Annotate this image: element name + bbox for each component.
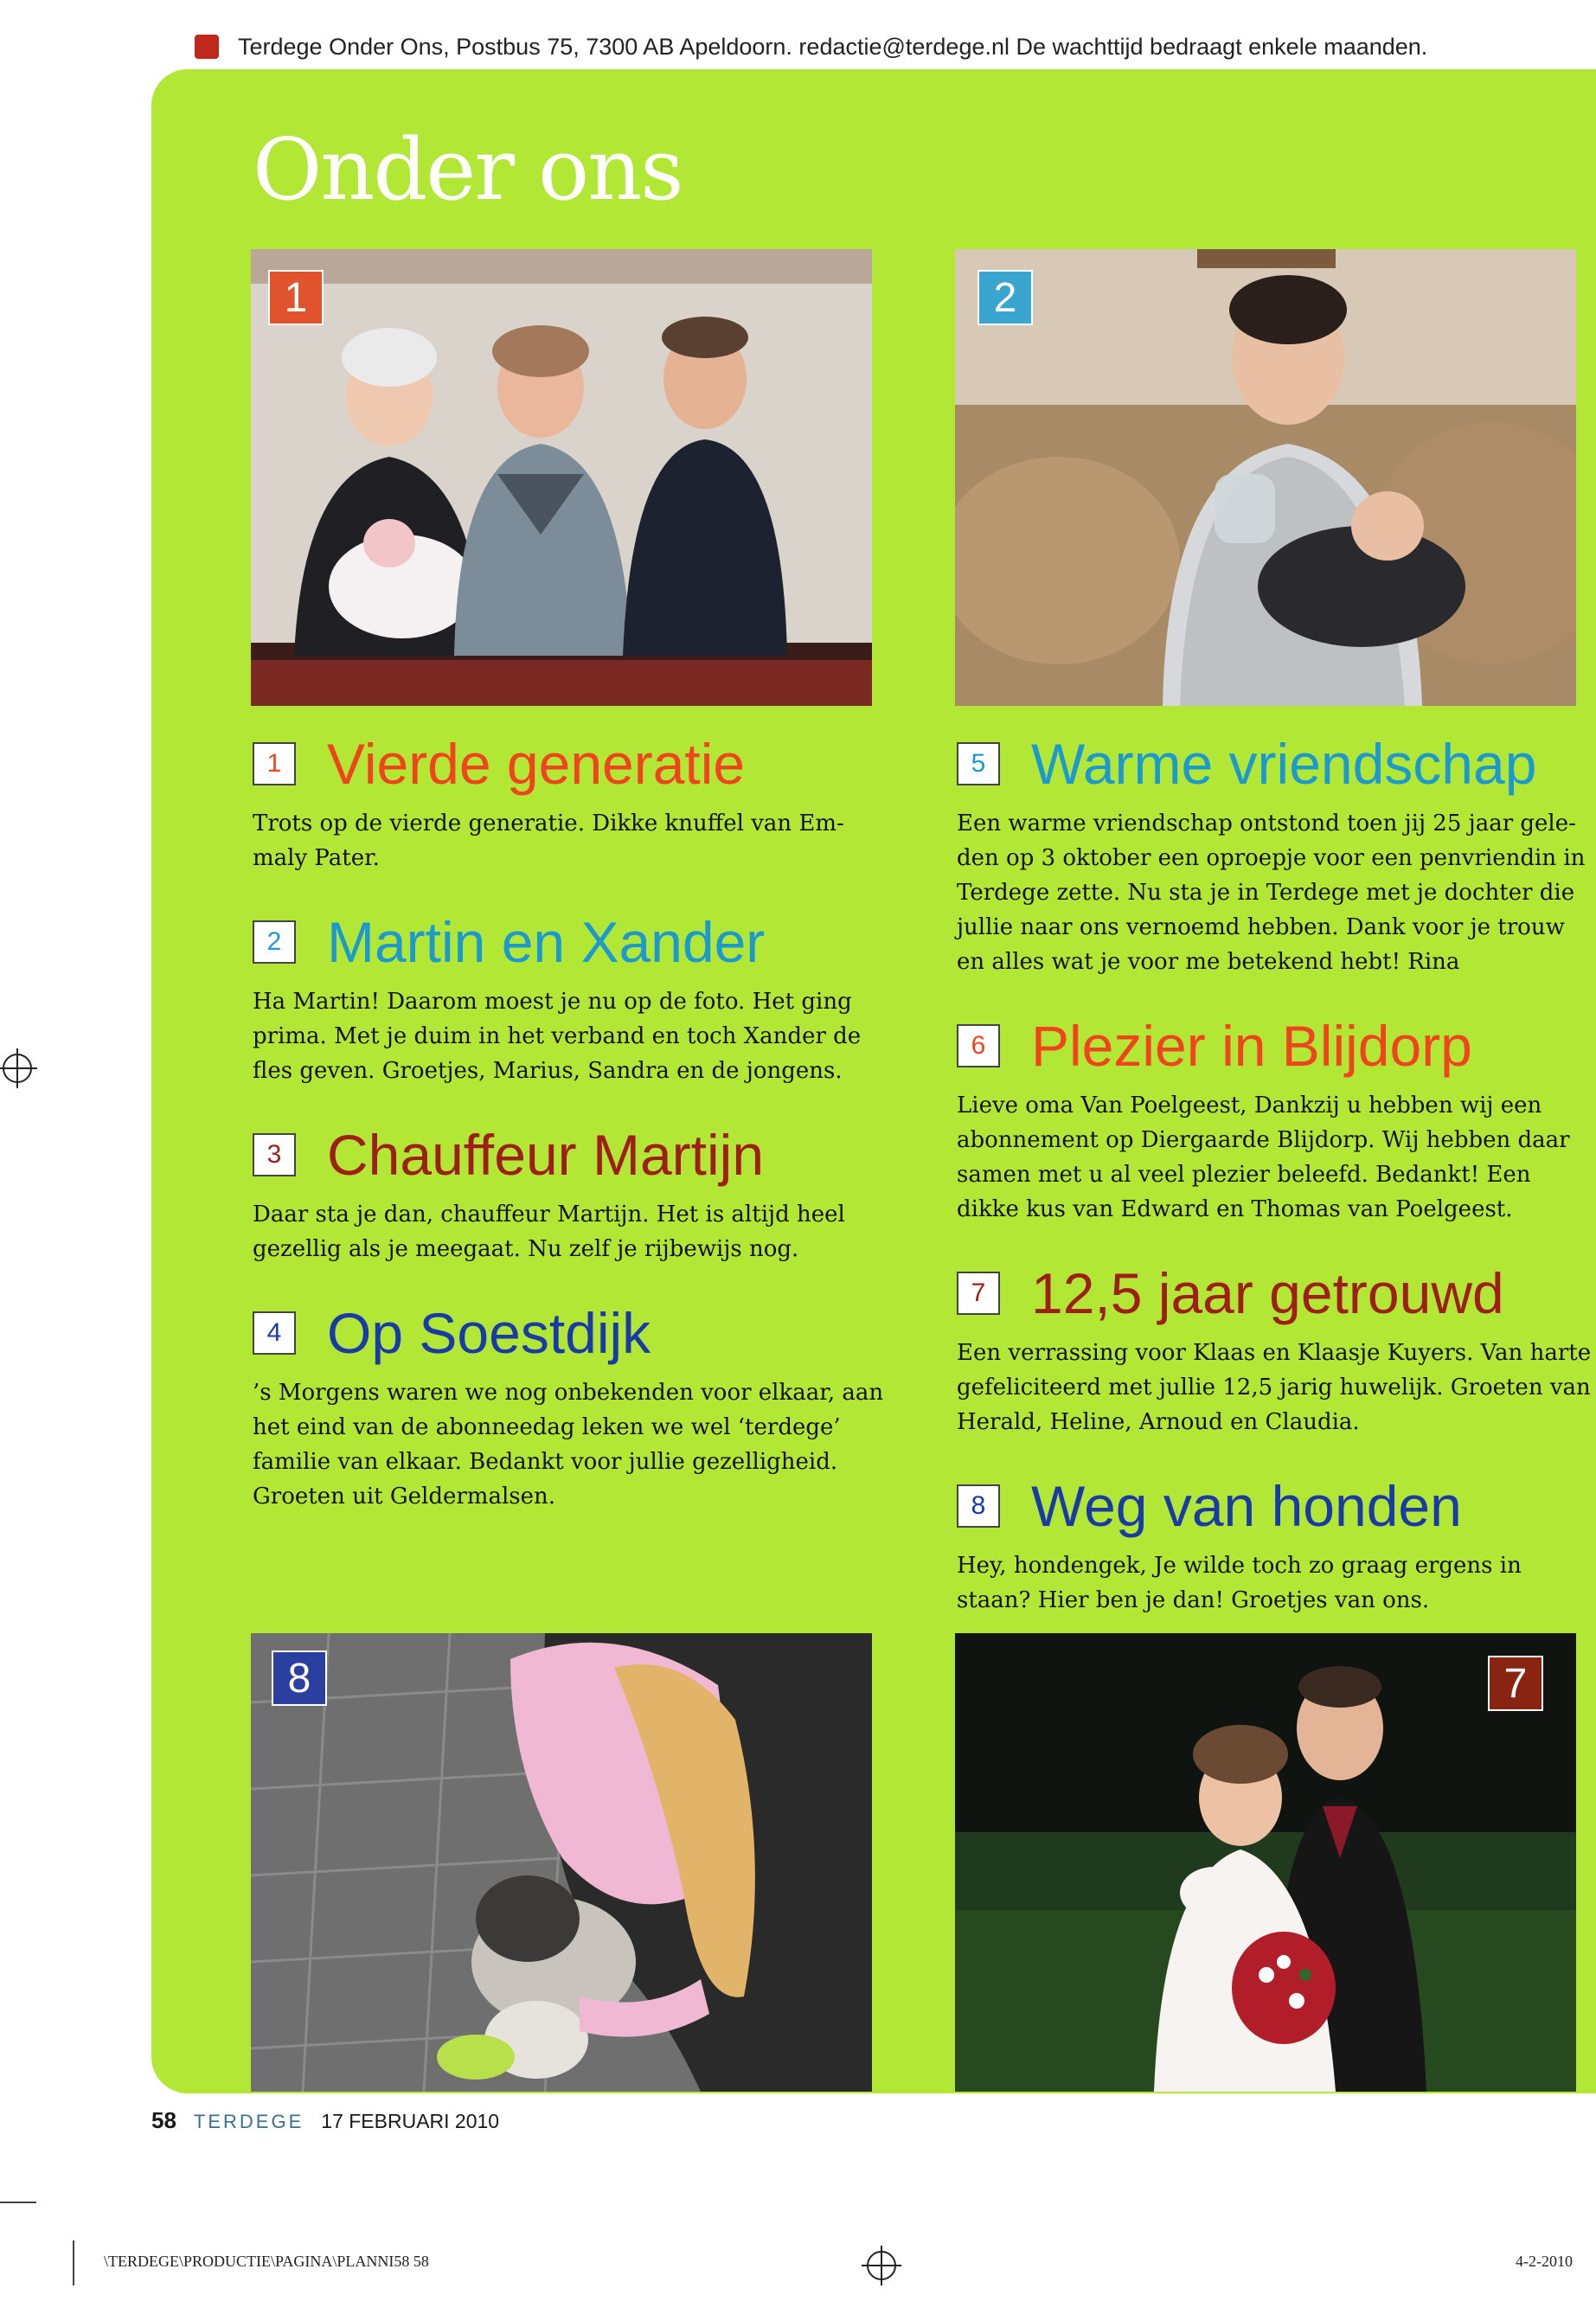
item-number-box: 1	[253, 742, 296, 785]
section-marker-icon	[195, 35, 219, 59]
photo-number-badge: 8	[272, 1650, 327, 1706]
item-text: Een verrassing voor Klaas en Klaasje Kuyers. Van harte gefeliciteerd met jullie 12,5 jarig huwelijk. Groeten van Herald, Heline, Arnoud en Claudia.	[957, 1340, 1592, 1435]
page-title: Onder ons	[253, 121, 683, 220]
item-martin-en-xander	[253, 905, 893, 1088]
item-plezier-in-blijdorp	[957, 1009, 1593, 1227]
contact-bar	[195, 31, 1427, 62]
item-text: Lieve oma Van Poelgeest, Dankzij u hebben wij een abonnement op Diergaarde Blijdorp. Wij hebben daar samen met u al veel plezier beleefd. Bedankt! Een dikke kus van Edward en Thomas van Poelgeest.	[957, 1093, 1570, 1222]
photo-martin-en-xander	[955, 249, 1576, 706]
crop-mark	[0, 2202, 36, 2203]
photo-getrouwd	[955, 1633, 1576, 2092]
item-heading: Weg van honden	[1031, 1474, 1462, 1538]
photo-number-badge: 7	[1488, 1656, 1543, 1711]
item-warme-vriendschap	[957, 727, 1593, 979]
item-text: Trots op de vierde generatie. Dikke knuffel van Em- maly Pater.	[253, 811, 844, 871]
item-number-box: 2	[253, 920, 296, 964]
item-weg-van-honden	[957, 1469, 1593, 1618]
martin-photo-image	[955, 249, 1576, 706]
item-heading: Vierde generatie	[327, 732, 746, 796]
left-column	[253, 727, 893, 1543]
photo-weg-van-honden	[251, 1633, 872, 2092]
registration-mark-icon	[3, 1054, 32, 1083]
item-text: Daar sta je dan, chauffeur Martijn. Het is altijd heel gezellig als je meegaat. Nu zelf je rijbewijs nog.	[253, 1202, 845, 1262]
item-heading: Plezier in Blijdorp	[1031, 1014, 1472, 1078]
item-number-box: 4	[253, 1311, 296, 1355]
item-text: Ha Martin! Daarom moest je nu op de foto. Het ging prima. Met je duim in het verband en toch Xander de fles geven. Groetjes, Marius, Sandra en de jongens.	[253, 989, 862, 1084]
item-number-box: 7	[957, 1272, 1000, 1315]
print-slug-date: 4-2-2010	[1516, 2253, 1573, 2270]
item-text: ’s Morgens waren we nog onbekenden voor elkaar, aan het eind van de abonneedag leken we wel ‘terdege’ familie van elkaar. Bedankt voor jullie gezelligheid. Groeten uit Geldermalsen.	[253, 1380, 884, 1509]
registration-mark-icon	[867, 2251, 896, 2280]
dog-photo-image	[251, 1633, 872, 2092]
item-heading: Warme vriendschap	[1031, 732, 1537, 796]
print-slug-path: \TERDEGE\PRODUCTIE\PAGINA\PLANNI58 58	[104, 2253, 429, 2270]
item-heading: Martin en Xander	[327, 910, 766, 974]
item-heading: 12,5 jaar getrouwd	[1031, 1261, 1504, 1325]
item-number-box: 8	[957, 1484, 1000, 1528]
item-vierde-generatie	[253, 727, 893, 875]
item-number-box: 3	[253, 1133, 296, 1176]
item-heading: Op Soestdijk	[327, 1301, 651, 1365]
wedding-photo-image	[955, 1633, 1576, 2092]
issue-date: 17 FEBRUARI 2010	[321, 2110, 500, 2132]
right-column	[957, 727, 1593, 1647]
item-number-box: 5	[957, 742, 1000, 785]
item-chauffeur-martijn	[253, 1118, 893, 1266]
contact-line: Terdege Onder Ons, Postbus 75, 7300 AB Apeldoorn. redactie@terdege.nl De wachttijd bedraagt enkele maanden.	[238, 33, 1428, 60]
item-heading: Chauffeur Martijn	[327, 1123, 765, 1187]
magazine-name: TERDEGE	[193, 2111, 304, 2132]
photo-vierde-generatie	[251, 249, 872, 706]
item-getrouwd	[957, 1256, 1593, 1439]
item-number-box: 6	[957, 1024, 1000, 1067]
page-number: 58	[151, 2107, 176, 2133]
photo-number-badge: 2	[977, 270, 1033, 325]
item-text: Hey, hondengek, Je wilde toch zo graag ergens in staan? Hier ben je dan! Groetjes van ons.	[957, 1553, 1522, 1613]
item-op-soestdijk	[253, 1296, 893, 1514]
photo-number-badge: 1	[268, 270, 324, 325]
page-footer	[151, 2107, 499, 2134]
family-photo-image	[251, 249, 872, 706]
item-text: Een warme vriendschap ontstond toen jij 25 jaar gele- den op 3 oktober een oproepje voor een penvriendin in Terdege zette. Nu sta je in Terdege met je dochter die jullie naar ons vernoemd hebben. Dank voor je trouw en alles wat je voor me betekend hebt! Rina	[957, 811, 1586, 975]
crop-mark	[73, 2240, 74, 2285]
